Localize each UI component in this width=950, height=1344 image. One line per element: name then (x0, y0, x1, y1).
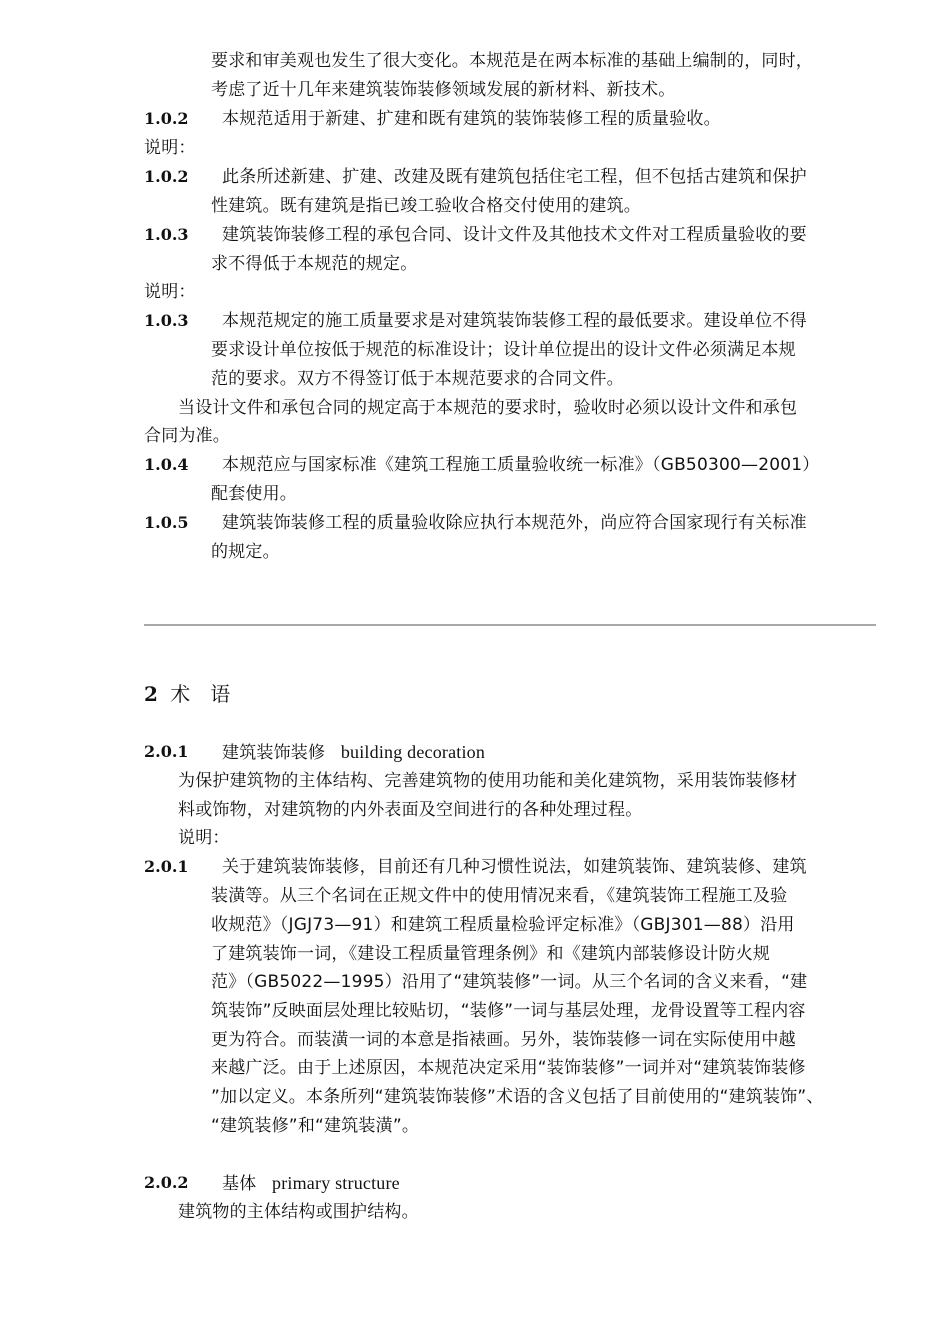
clause-number: 1.0.4 (144, 455, 189, 474)
term-chinese: 基体 (222, 1174, 257, 1194)
note-term-text: 了建筑装饰一词，《建设工程质量管理条例》和《建筑内部装修设计防火规 (211, 944, 771, 964)
term-number: 2.0.1 (144, 742, 189, 761)
intro-line-2: 考虑了近十几年来建筑装饰装修领域发展的新材料、新技术。 (211, 80, 676, 100)
clause-text: 本规范应与国家标准《建筑工程施工质量验收统一标准》（GB50300—2001） (222, 455, 820, 475)
intro-line-1: 要求和审美观也发生了很大变化。本规范是在两本标准的基础上编制的，同时， (211, 51, 813, 71)
note-term-text: ”加以定义。本条所列“建筑装饰装修”术语的含义包括了目前使用的“建筑装饰”、 (211, 1087, 824, 1107)
note-term-text: 装潢等。从三个名词在正规文件中的使用情况来看，《建筑装饰工程施工及验 (211, 886, 788, 906)
note-term-text: “建筑装修”和“建筑装潢”。 (211, 1116, 420, 1136)
term-chinese: 建筑装饰装修 (222, 743, 326, 763)
note-term-text: 收规范》（JGJ73—91）和建筑工程质量检验评定标准》（GBJ301—88）沿用 (211, 915, 795, 935)
note-clause-text: 本规范规定的施工质量要求是对建筑装饰装修工程的最低要求。建设单位不得 (222, 311, 807, 331)
term-number: 2.0.2 (144, 1173, 189, 1192)
paragraph-text: 当设计文件和承包合同的规定高于本规范的要求时，验收时必须以设计文件和承包 (178, 398, 798, 418)
note-term-text: 范》（GB5022—1995）沿用了“建筑装修”一词。从三个名词的含义来看，“建 (211, 972, 808, 992)
note-term-text: 更为符合。而装潢一词的本意是指裱画。另外，装饰装修一词在实际使用中越 (211, 1030, 796, 1050)
note-clause-text: 范的要求。双方不得签订低于本规范要求的合同文件。 (211, 369, 624, 389)
clause-text: 求不得低于本规范的规定。 (211, 254, 418, 274)
note-clause-text: 此条所述新建、扩建、改建及既有建筑包括住宅工程，但不包括古建筑和保护 (222, 167, 807, 187)
term-definition: 建筑物的主体结构或围护结构。 (178, 1202, 419, 1222)
section-heading-number: 2 (144, 682, 158, 706)
note-label: 说明： (144, 282, 196, 302)
clause-text: 本规范适用于新建、扩建和既有建筑的装饰装修工程的质量验收。 (222, 109, 721, 129)
clause-number: 1.0.3 (144, 225, 189, 244)
note-term-number: 2.0.1 (144, 857, 189, 876)
term-definition: 料或饰物，对建筑物的内外表面及空间进行的各种处理过程。 (178, 800, 643, 820)
note-term-text: 关于建筑装饰装修，目前还有几种习惯性说法，如建筑装饰、建筑装修、建筑 (222, 857, 807, 877)
clause-text: 建筑装饰装修工程的质量验收除应执行本规范外，尚应符合国家现行有关标准 (222, 513, 807, 533)
term-title (222, 1169, 400, 1198)
clause-number: 1.0.5 (144, 513, 189, 532)
note-clause-text: 性建筑。既有建筑是指已竣工验收合格交付使用的建筑。 (211, 196, 641, 216)
note-clause-number: 1.0.2 (144, 167, 189, 186)
note-clause-text: 要求设计单位按低于规范的标准设计；设计单位提出的设计文件必须满足本规 (211, 340, 796, 360)
paragraph-text: 合同为准。 (144, 426, 230, 446)
clause-text: 配套使用。 (211, 484, 297, 504)
note-clause-number: 1.0.3 (144, 311, 189, 330)
note-label: 说明： (178, 828, 230, 848)
clause-text: 的规定。 (211, 542, 280, 562)
section-heading (144, 680, 230, 708)
section-heading-title: 术 语 (170, 682, 231, 706)
note-term-text: 筑装饰”反映面层处理比较贴切，“装修”一词与基层处理，龙骨设置等工程内容 (211, 1001, 806, 1021)
section-divider (144, 624, 876, 626)
term-title (222, 738, 485, 767)
term-english: building decoration (340, 742, 486, 762)
clause-number: 1.0.2 (144, 109, 189, 128)
note-term-text: 来越广泛。由于上述原因，本规范决定采用“装饰装修”一词并对“建筑装饰装修 (211, 1058, 806, 1078)
clause-text: 建筑装饰装修工程的承包合同、设计文件及其他技术文件对工程质量验收的要 (222, 225, 807, 245)
note-label: 说明： (144, 138, 196, 158)
term-english: primary structure (272, 1173, 400, 1193)
term-definition: 为保护建筑物的主体结构、完善建筑物的使用功能和美化建筑物，采用装饰装修材 (178, 771, 798, 791)
